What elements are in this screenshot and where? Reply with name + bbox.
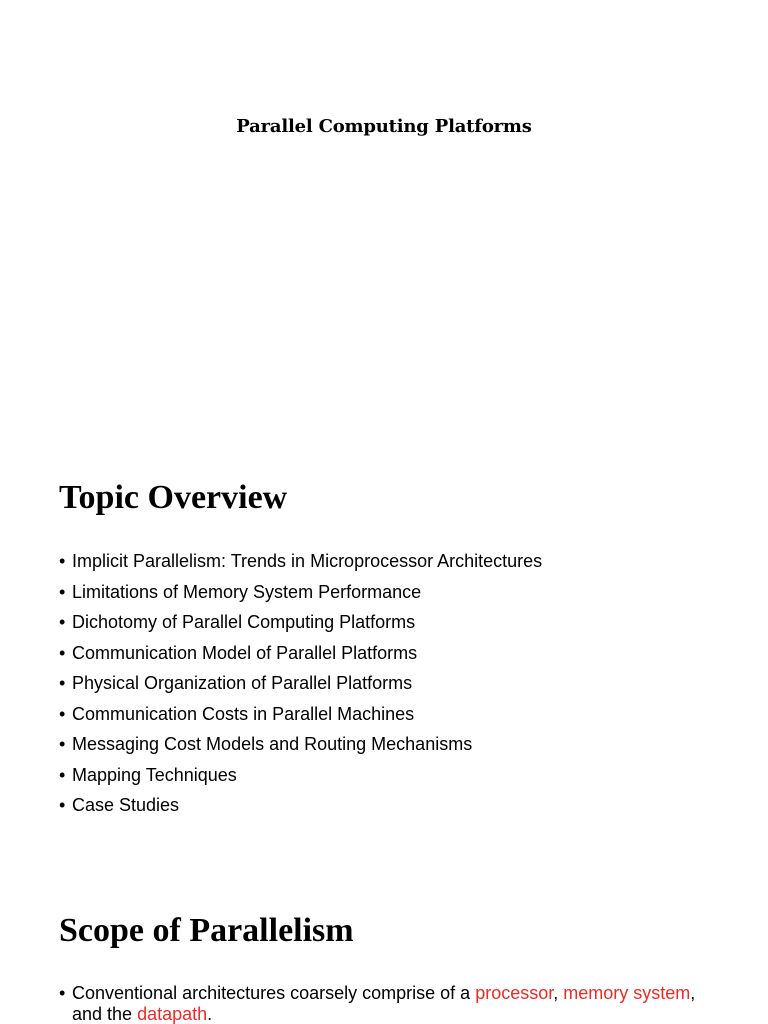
bullet-icon: •: [59, 673, 66, 693]
scope-text-a: Conventional architectures coarsely comprise of a: [72, 983, 476, 1003]
bullet-icon: •: [59, 795, 66, 815]
bullet-icon: •: [59, 551, 66, 571]
bullet-icon: •: [59, 642, 66, 663]
presentation-title: Parallel Computing Platforms: [236, 116, 532, 137]
title-slide: [0, 0, 768, 440]
list-item-text: Mapping Techniques: [72, 764, 237, 785]
list-item-text: Communication Costs in Parallel Machines: [72, 703, 415, 724]
scope-sep-1: ,: [553, 983, 564, 1003]
term-memory-system: memory system: [563, 983, 691, 1003]
list-item: [59, 983, 702, 1024]
scope-text-b: and the: [72, 1004, 138, 1024]
list-item-text: Dichotomy of Parallel Computing Platforms: [72, 612, 416, 632]
bullet-icon: •: [59, 734, 66, 754]
topic-overview-heading: Topic Overview: [59, 479, 288, 516]
scope-end: .: [207, 1004, 213, 1024]
bullet-icon: •: [59, 612, 66, 632]
list-item: [59, 607, 542, 638]
bullet-icon: •: [59, 983, 66, 1003]
topic-overview-list: [59, 546, 542, 821]
list-item-text: Case Studies: [72, 795, 180, 815]
bullet-icon: •: [59, 764, 66, 785]
list-item: [59, 638, 542, 669]
list-item: [59, 760, 542, 791]
bullet-icon: •: [59, 581, 66, 602]
list-item: [59, 577, 542, 608]
list-item-text: Messaging Cost Models and Routing Mechanisms: [72, 734, 473, 754]
list-item-text: Communication Model of Parallel Platforms: [72, 642, 418, 663]
term-datapath: datapath: [137, 1004, 208, 1024]
list-item: [59, 546, 542, 577]
list-item: [59, 729, 542, 760]
list-item-text: Limitations of Memory System Performance: [72, 581, 422, 602]
scope-list: [59, 983, 702, 1024]
term-processor: processor: [475, 983, 554, 1003]
list-item-text: Implicit Parallelism: Trends in Microprocessor Architectures: [72, 551, 543, 571]
list-item-text: Physical Organization of Parallel Platforms: [72, 673, 413, 693]
scope-sep-2: ,: [690, 983, 696, 1003]
bullet-icon: •: [59, 703, 66, 724]
scope-heading: Scope of Parallelism: [59, 912, 354, 949]
list-item: [59, 699, 542, 730]
list-item: [59, 790, 542, 821]
list-item: [59, 668, 542, 699]
